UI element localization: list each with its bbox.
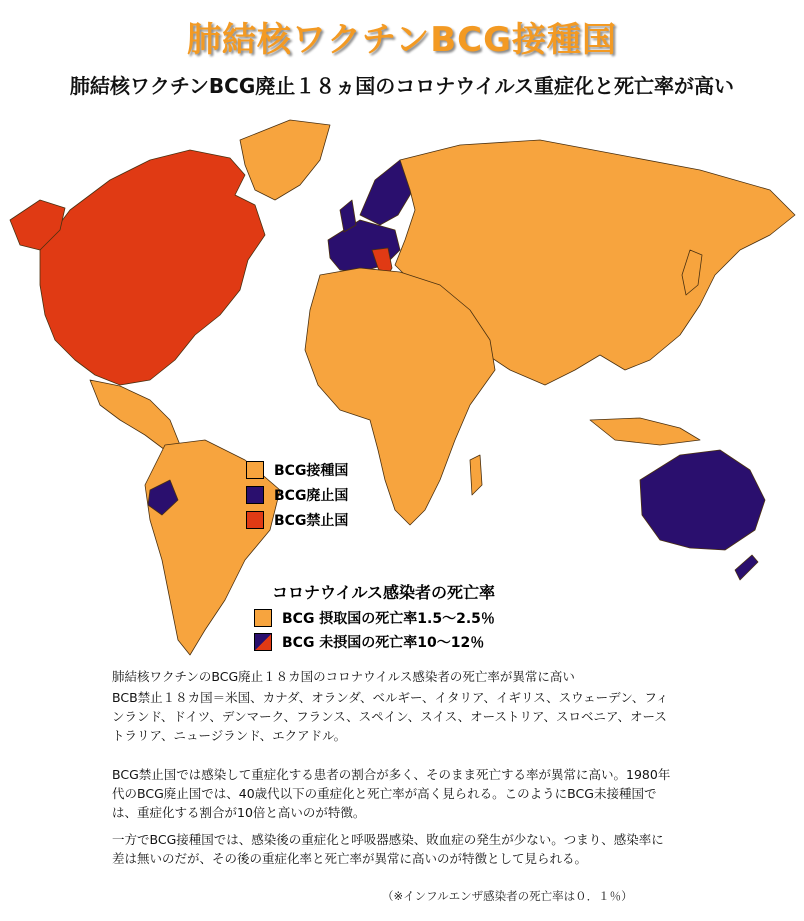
region-greenland (240, 120, 330, 200)
legend-item-discontinued (246, 482, 348, 507)
death-rate-label: BCG 未摂国の死亡率10～12％ (282, 635, 485, 651)
region-north-america (40, 150, 265, 385)
body-paragraph-3: BCG禁止国では感染して重症化する患者の割合が多く、そのまま死亡する率が異常に高い。1980年代のBCG廃止国では、40歳代以下の重症化と死亡率が高く見られる。このようにBCG未接種国では、重症化する割合が10倍と高いのが特徴。 (112, 767, 671, 820)
legend-item-banned (246, 507, 348, 532)
map-legend (246, 457, 348, 532)
page-subtitle: 肺結核ワクチンBCG廃止１８ヵ国のコロナウイルス重症化と死亡率が高い (69, 74, 735, 98)
legend-item-vaccinated (246, 457, 348, 482)
legend-label: BCG禁止国 (274, 512, 349, 529)
legend-swatch (246, 461, 264, 479)
legend-label: BCG接種国 (274, 462, 349, 479)
region-indonesia (590, 418, 700, 445)
page-title: 肺結核ワクチンBCG接種国 (186, 20, 618, 60)
region-central-america (90, 380, 180, 450)
death-rate-title: コロナウイルス感染者の死亡率 (272, 583, 496, 602)
region-new-zealand (735, 555, 758, 580)
body-paragraph-1: 肺結核ワクチンのBCG廃止１８カ国のコロナウイルス感染者の死亡率が異常に高い (112, 669, 575, 684)
legend-swatch (246, 486, 264, 504)
region-madagascar (470, 455, 482, 495)
world-map (0, 100, 804, 660)
body-paragraph-2: BCB禁止１８カ国＝米国、カナダ、オランダ、ベルギー、イタリア、イギリス、スウェーデン、フィンランド、ドイツ、デンマーク、フランス、スペイン、スイス、オーストリア、スロベニア、オーストラリア、ニュージランド、エクアドル。 (112, 690, 669, 743)
death-rate-item-vaccinated (254, 606, 495, 630)
body-paragraph-4: 一方でBCG接種国では、感染後の重症化と呼吸器感染、敗血症の発生が少ない。つまり、感染率に差は無いのだが、その後の重症化率と死亡率が異常に高いのが特徴として見られる。 (112, 832, 664, 866)
death-rate-legend (254, 606, 495, 654)
region-australia (640, 450, 765, 550)
death-rate-label: BCG 摂取国の死亡率1.5～2.5％ (282, 611, 495, 627)
death-rate-swatch (254, 609, 272, 627)
footnote: （※インフルエンザ感染者の死亡率は０．１％） (382, 889, 633, 903)
death-rate-item-unvaccinated (254, 630, 495, 654)
death-rate-swatch-split (254, 633, 272, 651)
legend-swatch (246, 511, 264, 529)
legend-label: BCG廃止国 (274, 487, 349, 504)
